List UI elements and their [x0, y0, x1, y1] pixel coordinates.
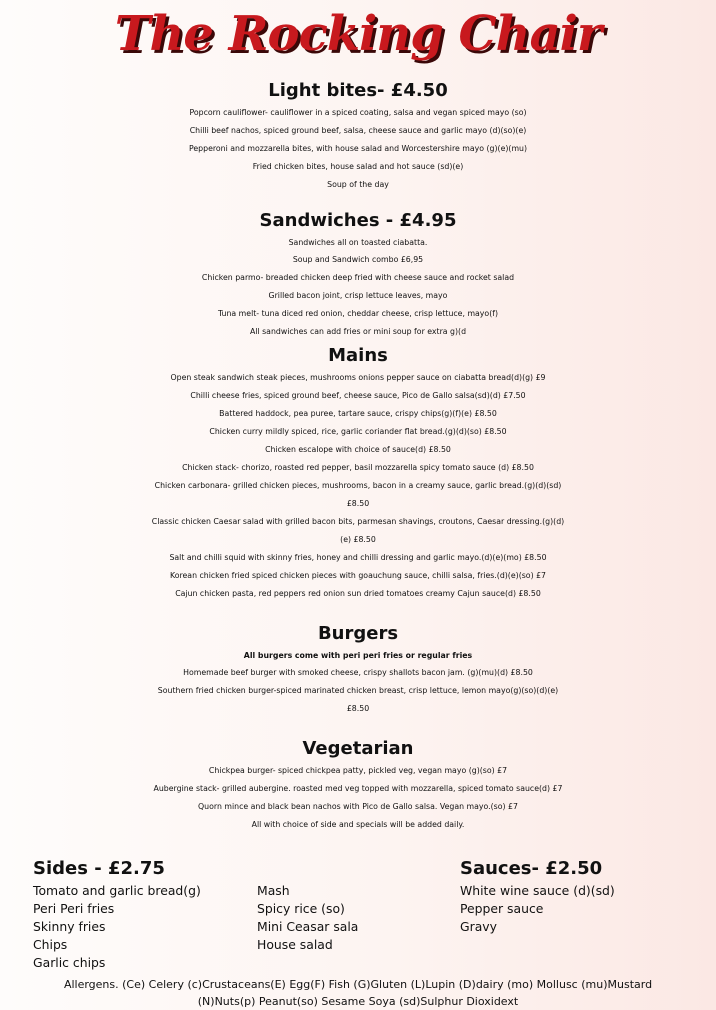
side-item: Peri Peri fries	[33, 901, 115, 916]
side-item: Mash	[257, 883, 290, 898]
sauce-item: Gravy	[460, 919, 497, 934]
menu-item: Chicken parmo- breaded chicken deep fried with cheese sauce and rocket salad	[201, 273, 515, 282]
mains-section	[0, 343, 716, 603]
menu-item: Grilled bacon joint, crisp lettuce leaves, mayo	[268, 291, 448, 300]
menu-item: Pepperoni and mozzarella bites, with house salad and Worcestershire mayo (g)(e)(mu)	[188, 144, 528, 153]
light-bites-section	[0, 78, 716, 194]
side-item: House salad	[257, 937, 333, 952]
menu-item: Tuna melt- tuna diced red onion, cheddar cheese, crisp lettuce, mayo(f)	[217, 309, 499, 318]
sauces-heading: Sauces- £2.50	[460, 858, 603, 879]
menu-body	[0, 78, 716, 834]
sandwiches-note: Sandwiches all on toasted ciabatta.	[288, 238, 428, 247]
menu-item: Soup of the day	[327, 180, 389, 189]
sides-heading: Sides - £2.75	[33, 858, 165, 879]
allergens-line: Allergens. (Ce) Celery (c)Crustaceans(E) Egg(F) Fish (G)Gluten (L)Lupin (D)dairy (mo) Mollusc (mu)Mustard	[63, 978, 653, 991]
sides-column-2	[257, 882, 427, 972]
menu-item: Soup and Sandwich combo £6,95	[292, 255, 424, 264]
menu-item: Korean chicken fried spiced chicken pieces with goauchung sauce, chilli salsa, fries.(d)(e)(so) £7	[169, 571, 547, 580]
side-item: Mini Ceasar sala	[257, 919, 359, 934]
vegetarian-heading: Vegetarian	[302, 738, 414, 759]
sauce-item: White wine sauce (d)(sd)	[460, 883, 615, 898]
restaurant-title: The Rocking Chair	[114, 6, 602, 62]
menu-item: All sandwiches can add fries or mini soup for extra g)(d	[249, 327, 467, 336]
mains-heading: Mains	[328, 345, 388, 366]
sandwiches-section	[0, 208, 716, 341]
burgers-note: All burgers come with peri peri fries or regular fries	[243, 651, 473, 660]
side-item: Garlic chips	[33, 955, 106, 970]
menu-item: All with choice of side and specials will be added daily.	[251, 820, 465, 829]
menu-item: Chicken escalope with choice of sauce(d) £8.50	[265, 445, 451, 454]
menu-item: Homemade beef burger with smoked cheese, crispy shallots bacon jam. (g)(mu)(d) £8.50	[183, 668, 533, 677]
menu-item: Popcorn cauliflower- cauliflower in a spiced coating, salsa and vegan spiced mayo (so)	[189, 108, 527, 117]
menu-item: Southern fried chicken burger-spiced marinated chicken breast, crisp lettuce, lemon mayo(g)(so)(d)(e)	[157, 686, 559, 695]
side-item: Spicy rice (so)	[257, 901, 345, 916]
sandwiches-heading: Sandwiches - £4.95	[259, 210, 457, 231]
light-bites-heading: Light bites- £4.50	[268, 80, 448, 101]
menu-item-price: £8.50	[346, 704, 370, 713]
menu-item: Chilli beef nachos, spiced ground beef, salsa, cheese sauce and garlic mayo (d)(so)(e)	[189, 126, 527, 135]
menu-item: Chicken curry mildly spiced, rice, garlic coriander flat bread.(g)(d)(so) £8.50	[209, 427, 507, 436]
menu-item: Quorn mince and black bean nachos with Pico de Gallo salsa. Vegan mayo.(so) £7	[198, 802, 518, 811]
menu-item: Fried chicken bites, house salad and hot sauce (sd)(e)	[252, 162, 464, 171]
sauce-item: Pepper sauce	[460, 901, 544, 916]
side-item: Tomato and garlic bread(g)	[33, 883, 201, 898]
menu-item-price: £8.50	[346, 499, 370, 508]
menu-item: Aubergine stack- grilled aubergine. roasted med veg topped with mozzarella, spiced tomato sauce(d) £7	[153, 784, 563, 793]
burgers-section	[0, 621, 716, 718]
burgers-heading: Burgers	[317, 623, 399, 644]
menu-item: Chilli cheese fries, spiced ground beef, cheese sauce, Pico de Gallo salsa(sd)(d) £7.50	[190, 391, 526, 400]
vegetarian-section	[0, 736, 716, 834]
menu-item: Chicken carbonara- grilled chicken pieces, mushrooms, bacon in a creamy sauce, garlic bread.(g)(d)(sd)	[154, 481, 562, 490]
menu-item: Salt and chilli squid with skinny fries, honey and chilli dressing and garlic mayo.(d)(e)(mo) £8.50	[169, 553, 547, 562]
sides-section	[33, 856, 433, 972]
menu-item: Chicken stack- chorizo, roasted red pepper, basil mozzarella spicy tomato sauce (d) £8.50	[182, 463, 534, 472]
menu-item: Chickpea burger- spiced chickpea patty, pickled veg, vegan mayo (g)(so) £7	[208, 766, 508, 775]
allergens-line: (N)Nuts(p) Peanut(so) Sesame Soya (sd)Sulphur Dioxidext	[197, 995, 519, 1008]
side-item: Skinny fries	[33, 919, 106, 934]
menu-item: Battered haddock, pea puree, tartare sauce, crispy chips(g)(f)(e) £8.50	[219, 409, 497, 418]
sides-column-1	[33, 882, 257, 972]
allergens-legend	[0, 976, 716, 1010]
sauces-section	[460, 856, 700, 936]
side-item: Chips	[33, 937, 68, 952]
menu-item: Classic chicken Caesar salad with grilled bacon bits, parmesan shavings, croutons, Caesar dressing.(g)(d)	[151, 517, 565, 526]
menu-item: Cajun chicken pasta, red peppers red onion sun dried tomatoes creamy Cajun sauce(d) £8.50	[175, 589, 541, 598]
menu-item: Open steak sandwich steak pieces, mushrooms onions pepper sauce on ciabatta bread(d)(g) £9	[170, 373, 546, 382]
menu-item-price: (e) £8.50	[340, 535, 376, 544]
